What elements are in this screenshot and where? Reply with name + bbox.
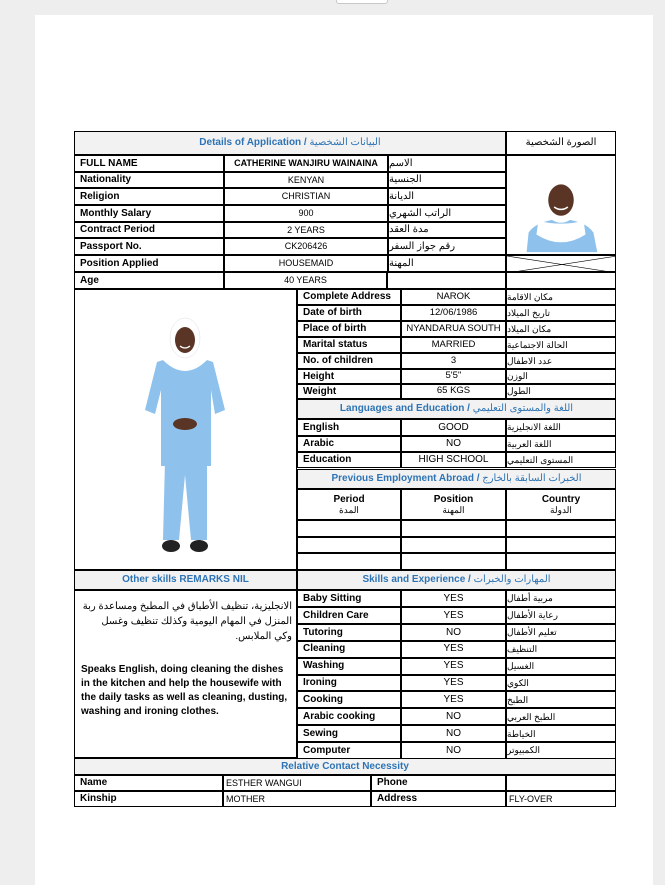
full-body-photo-cell [74, 289, 297, 570]
skill-value: NO [401, 624, 506, 641]
skill-arabic-label: تعليم الأطفال [506, 624, 616, 641]
detail-label: Date of birth [297, 305, 401, 321]
personal-arabic-label: الديانة [388, 188, 506, 205]
employment-position-cell [401, 520, 506, 537]
personal-label: FULL NAME [74, 155, 224, 172]
skill-label: Sewing [297, 725, 401, 742]
detail-label: No. of children [297, 353, 401, 369]
personal-value: 900 [224, 205, 388, 222]
employment-period-header: Period المدة [297, 489, 401, 520]
skill-label: Arabic cooking [297, 708, 401, 725]
relative-name-label: Name [74, 775, 223, 791]
language-arabic-label: المستوى التعليمي [506, 452, 616, 468]
relative-name-value: ESTHER WANGUI [223, 775, 371, 791]
skill-arabic-label: الغسيل [506, 658, 616, 675]
detail-arabic-label: الطول [506, 384, 616, 399]
detail-value: 12/06/1986 [401, 305, 506, 321]
personal-value: CATHERINE WANJIRU WAINAINA [224, 155, 388, 172]
detail-value: NYANDARUA SOUTH [401, 321, 506, 337]
detail-label: Weight [297, 384, 401, 399]
personal-label: Monthly Salary [74, 205, 224, 222]
detail-label: Height [297, 369, 401, 384]
skill-label: Ironing [297, 675, 401, 692]
skill-value: NO [401, 725, 506, 742]
employment-country-cell [506, 537, 616, 553]
language-value: NO [401, 436, 506, 452]
photo-label: الصورة الشخصية [506, 131, 616, 155]
languages-education-header: Languages and Education / اللغة والمستوى التعليمي [297, 399, 616, 419]
personal-value: CHRISTIAN [224, 188, 388, 205]
personal-arabic-label: مدة العقد [388, 222, 506, 238]
relative-address-label: Address [371, 791, 506, 807]
skill-value: NO [401, 708, 506, 725]
language-arabic-label: اللغة الانجليزية [506, 419, 616, 436]
detail-arabic-label: تاريخ الميلاد [506, 305, 616, 321]
detail-label: Marital status [297, 337, 401, 353]
detail-arabic-label: مكان الاقامة [506, 289, 616, 305]
skill-arabic-label: مربية أطفال [506, 590, 616, 607]
detail-label: Complete Address [297, 289, 401, 305]
relative-contact-header: Relative Contact Necessity [74, 758, 616, 775]
skill-value: YES [401, 658, 506, 675]
relative-address-value: FLY-OVER [506, 791, 616, 807]
personal-arabic-label: الراتب الشهري [388, 205, 506, 222]
detail-value: MARRIED [401, 337, 506, 353]
skill-arabic-label: التنظيف [506, 641, 616, 658]
skill-value: YES [401, 641, 506, 658]
detail-arabic-label: عدد الاطفال [506, 353, 616, 369]
previous-employment-header: Previous Employment Abroad / الخبرات السابقة بالخارج [297, 469, 616, 489]
personal-label: Nationality [74, 172, 224, 188]
personal-label: Position Applied [74, 255, 224, 272]
detail-arabic-label: الحالة الاجتماعية [506, 337, 616, 353]
skill-label: Children Care [297, 607, 401, 624]
top-edge-tab [336, 0, 388, 4]
skill-arabic-label: الكمبيوتر [506, 742, 616, 759]
personal-arabic-label: رقم جواز السفر [388, 238, 506, 255]
employment-country-cell [506, 520, 616, 537]
employment-period-cell [297, 537, 401, 553]
other-skills-arabic-text: الانجليزية، تنظيف الأطباق في المطبخ ومساعدة ربة المنزل في المهام اليومية وكذلك تنظيف وغسل وكي الملابس. [82, 601, 292, 642]
skill-value: NO [401, 742, 506, 759]
other-skills-header: Other skills REMARKS NIL [74, 570, 297, 590]
relative-phone-label: Phone [371, 775, 506, 791]
skill-value: YES [401, 590, 506, 607]
skill-label: Cooking [297, 691, 401, 708]
portrait-photo-cell [506, 155, 616, 255]
personal-arabic-label: الاسم [388, 155, 506, 172]
detail-value: 5'5'' [401, 369, 506, 384]
relative-kinship-value: MOTHER [223, 791, 371, 807]
other-skills-text-cell [74, 590, 297, 758]
language-label: English [297, 419, 401, 436]
skills-experience-header: Skills and Experience / المهارات والخبرات [297, 570, 616, 590]
detail-arabic-label: الوزن [506, 369, 616, 384]
employment-country-cell [506, 553, 616, 570]
employment-position-cell [401, 537, 506, 553]
language-value: GOOD [401, 419, 506, 436]
other-skills-english-text: Speaks English, doing cleaning the dishes in the kitchen and help the housewife with the daily tasks as well as cleaning, dusting, washing and ironing clothes. [81, 664, 288, 717]
detail-value: 65 KGS [401, 384, 506, 399]
detail-value: NAROK [401, 289, 506, 305]
language-value: HIGH SCHOOL [401, 452, 506, 468]
skill-value: YES [401, 607, 506, 624]
personal-label: Religion [74, 188, 224, 205]
relative-kinship-label: Kinship [74, 791, 223, 807]
age-photo-empty-cell [506, 272, 616, 289]
details-of-application-header: Details of Application / البيانات الشخصية [74, 131, 506, 155]
personal-value: 2 YEARS [224, 222, 388, 238]
full-body-photo [75, 290, 297, 570]
skill-label: Washing [297, 658, 401, 675]
skill-label: Baby Sitting [297, 590, 401, 607]
skill-value: YES [401, 691, 506, 708]
skill-arabic-label: الطبخ [506, 691, 616, 708]
skill-label: Tutoring [297, 624, 401, 641]
empty-crossed-cell [506, 255, 616, 272]
personal-value: HOUSEMAID [224, 255, 388, 272]
language-label: Arabic [297, 436, 401, 452]
portrait-photo [507, 155, 615, 255]
age-empty-cell [387, 272, 506, 289]
employment-period-cell [297, 520, 401, 537]
skill-arabic-label: الكوي [506, 675, 616, 692]
employment-period-cell [297, 553, 401, 570]
personal-label: Age [74, 272, 224, 289]
skill-arabic-label: رعاية الأطفال [506, 607, 616, 624]
detail-arabic-label: مكان الميلاد [506, 321, 616, 337]
language-label: Education [297, 452, 401, 468]
personal-value: CK206426 [224, 238, 388, 255]
employment-position-header: Position المهنة [401, 489, 506, 520]
skill-value: YES [401, 675, 506, 692]
employment-country-header: Country الدولة [506, 489, 616, 520]
personal-value: 40 YEARS [224, 272, 387, 289]
personal-arabic-label: المهنة [388, 255, 506, 272]
figure-face [175, 327, 195, 353]
skill-label: Cleaning [297, 641, 401, 658]
skill-label: Computer [297, 742, 401, 759]
cross-lines [507, 256, 616, 272]
personal-arabic-label: الجنسية [388, 172, 506, 188]
relative-phone-value [506, 775, 616, 791]
personal-value: KENYAN [224, 172, 388, 188]
personal-label: Passport No. [74, 238, 224, 255]
skill-arabic-label: الخياطة [506, 725, 616, 742]
detail-value: 3 [401, 353, 506, 369]
skill-arabic-label: الطبخ العربي [506, 708, 616, 725]
employment-position-cell [401, 553, 506, 570]
language-arabic-label: اللغة العربية [506, 436, 616, 452]
personal-label: Contract Period [74, 222, 224, 238]
portrait-face [548, 184, 574, 215]
detail-label: Place of birth [297, 321, 401, 337]
